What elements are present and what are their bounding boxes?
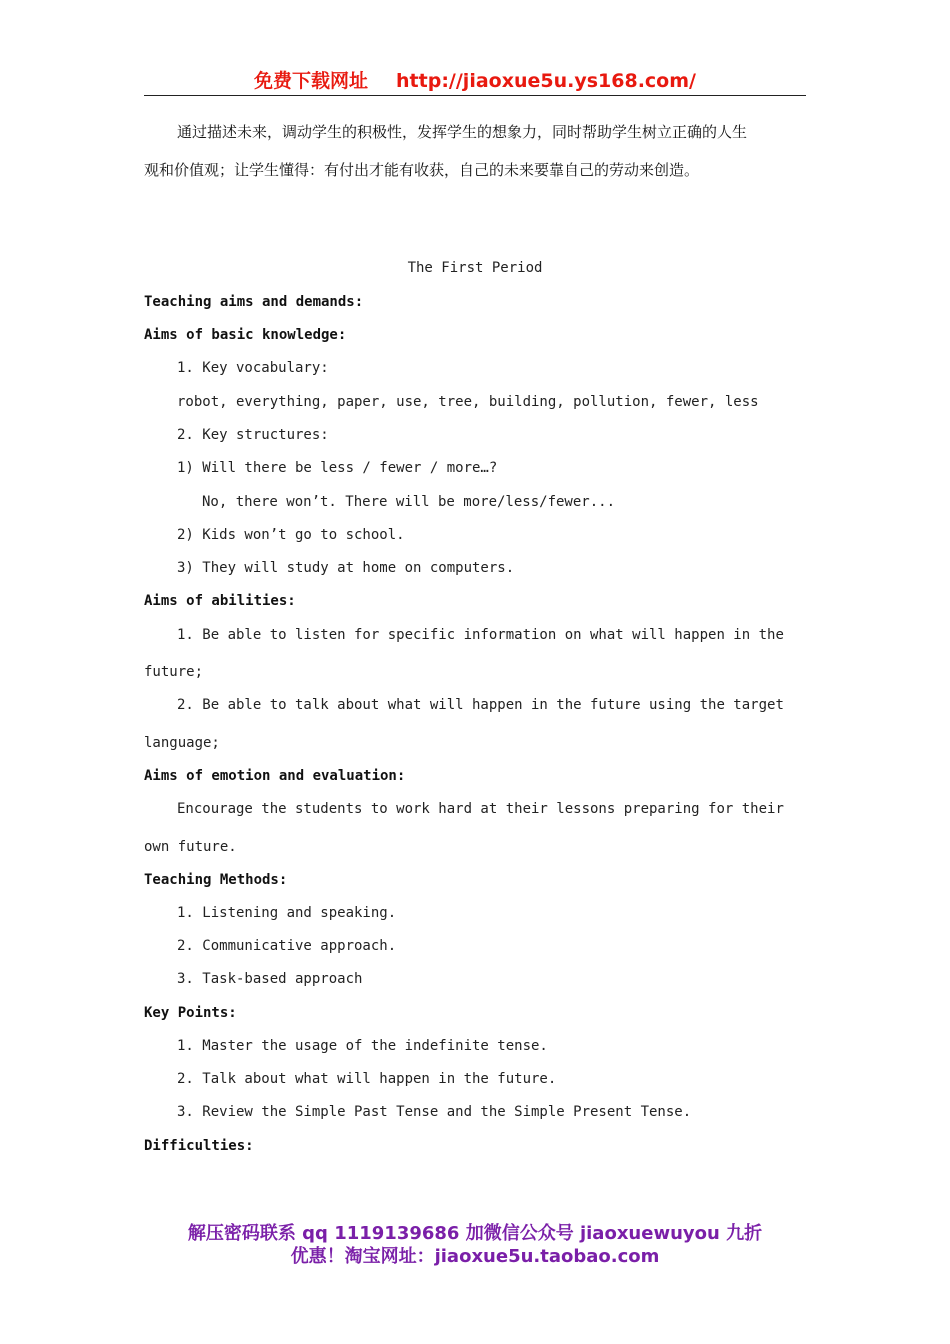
intro-paragraph-line-2: 观和价值观；让学生懂得：有付出才能有收获，自己的未来要靠自己的劳动来创造。 — [144, 161, 700, 179]
method-2: 2. Communicative approach. — [177, 938, 397, 954]
emotion-line-2: own future. — [144, 839, 237, 855]
ability-1-line-2: future; — [144, 664, 204, 680]
ability-2-line-1: 2. Be able to talk about what will happen in the future using the target — [177, 697, 784, 713]
teaching-aims-heading: Teaching aims and demands: — [144, 294, 364, 310]
emotion-heading: Aims of emotion and evaluation: — [144, 768, 406, 784]
footer-line-1: 解压密码联系 qq 1119139686 加微信公众号 jiaoxuewuyou 九折 — [187, 1223, 763, 1244]
method-3: 3. Task-based approach — [177, 971, 363, 987]
structures-heading: 2. Key structures: — [177, 427, 329, 443]
abilities-heading: Aims of abilities: — [144, 593, 296, 609]
intro-paragraph-line-1: 通过描述未来，调动学生的积极性，发挥学生的想象力，同时帮助学生树立正确的人生 — [177, 123, 748, 141]
method-1: 1. Listening and speaking. — [177, 905, 397, 921]
key-points-heading: Key Points: — [144, 1005, 237, 1021]
section-title: The First Period — [407, 260, 543, 276]
header-banner — [144, 66, 806, 94]
structure-3: 3) They will study at home on computers. — [177, 560, 515, 576]
key-point-3: 3. Review the Simple Past Tense and the Simple Present Tense. — [177, 1104, 692, 1120]
methods-heading: Teaching Methods: — [144, 872, 288, 888]
header-divider — [144, 95, 806, 96]
header-url-link[interactable]: http://jiaoxue5u.ys168.com/ — [396, 70, 696, 92]
key-point-2: 2. Talk about what will happen in the future. — [177, 1071, 557, 1087]
emotion-line-1: Encourage the students to work hard at their lessons preparing for their — [177, 801, 784, 817]
vocab-list: robot, everything, paper, use, tree, building, pollution, fewer, less — [177, 394, 759, 410]
structure-1-answer: No, there won’t. There will be more/less/fewer... — [202, 494, 616, 510]
footer-line-2: 优惠！淘宝网址：jiaoxue5u.taobao.com — [290, 1246, 660, 1267]
ability-1-line-1: 1. Be able to listen for specific information on what will happen in the — [177, 627, 784, 643]
vocab-heading: 1. Key vocabulary: — [177, 360, 329, 376]
header-site-label: 免费下载网址 — [254, 70, 369, 92]
structure-2: 2) Kids won’t go to school. — [177, 527, 405, 543]
key-point-1: 1. Master the usage of the indefinite tense. — [177, 1038, 548, 1054]
basic-knowledge-heading: Aims of basic knowledge: — [144, 327, 347, 343]
structure-1-question: 1) Will there be less / fewer / more…? — [177, 460, 498, 476]
ability-2-line-2: language; — [144, 735, 220, 751]
difficulties-heading: Difficulties: — [144, 1138, 254, 1154]
